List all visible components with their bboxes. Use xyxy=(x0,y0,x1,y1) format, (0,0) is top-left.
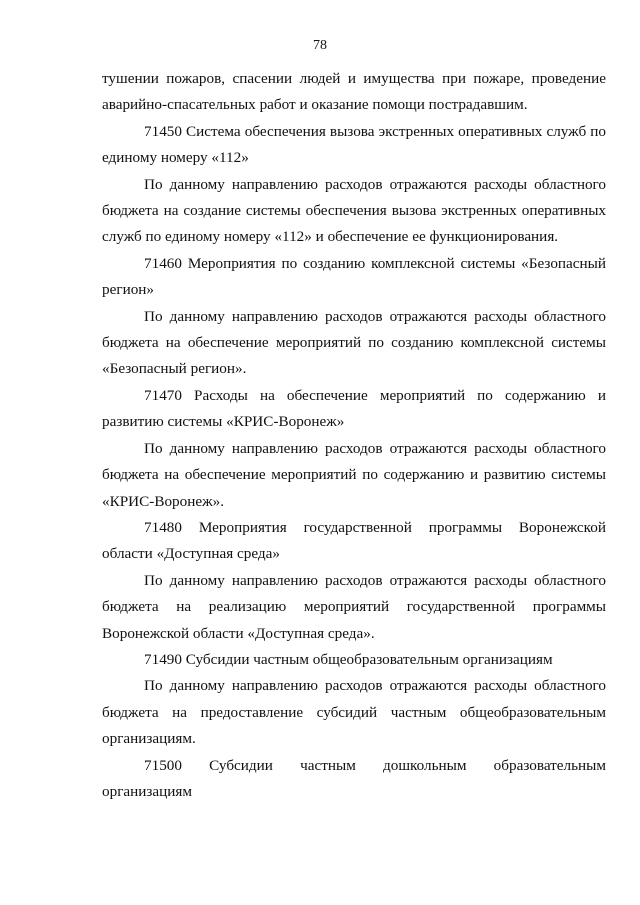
expense-code-heading-71460: 71460 Мероприятия по созданию комплексной системы «Безопасный регион» xyxy=(102,254,606,299)
expense-code-heading-71500: 71500 Субсидии частным дошкольным образовательным организациям xyxy=(102,756,606,800)
paragraph-continuation: тушении пожаров, спасении людей и имущества при пожаре, проведение аварийно-спасательных работ и оказание помощи пострадавшим. xyxy=(102,70,606,114)
paragraph-71490-description: По данному направлению расходов отражаются расходы областного бюджета на предоставление субсидий частным общеобразовательным организациям. xyxy=(102,677,606,748)
paragraph-71450-description: По данному направлению расходов отражаются расходы областного бюджета на создание системы обеспечения вызова экстренных оперативных служб по единому номеру «112» и обеспечение ее функционирования. xyxy=(102,175,606,246)
expense-code-heading-71490: 71490 Субсидии частным общеобразовательным организациям xyxy=(144,650,553,668)
expense-code-heading-71470: 71470 Расходы на обеспечение мероприятий по содержанию и развитию системы «КРИС-Воронеж» xyxy=(102,386,606,431)
paragraph-71470-description: По данному направлению расходов отражаются расходы областного бюджета на обеспечение мероприятий по содержанию и развитию системы «КРИС-Воронеж». xyxy=(102,439,606,510)
document-body xyxy=(102,66,606,805)
page-number: 78 xyxy=(313,38,327,53)
paragraph-71480-description: По данному направлению расходов отражаются расходы областного бюджета на реализацию мероприятий государственной программы Воронежской области «Доступная среда». xyxy=(102,571,606,642)
expense-code-heading-71450: 71450 Система обеспечения вызова экстренных оперативных служб по единому номеру «112» xyxy=(102,122,606,167)
expense-code-heading-71480: 71480 Мероприятия государственной программы Воронежской области «Доступная среда» xyxy=(102,518,606,563)
paragraph-71460-description: По данному направлению расходов отражаются расходы областного бюджета на обеспечение мероприятий по созданию комплексной системы «Безопасный регион». xyxy=(102,307,606,378)
